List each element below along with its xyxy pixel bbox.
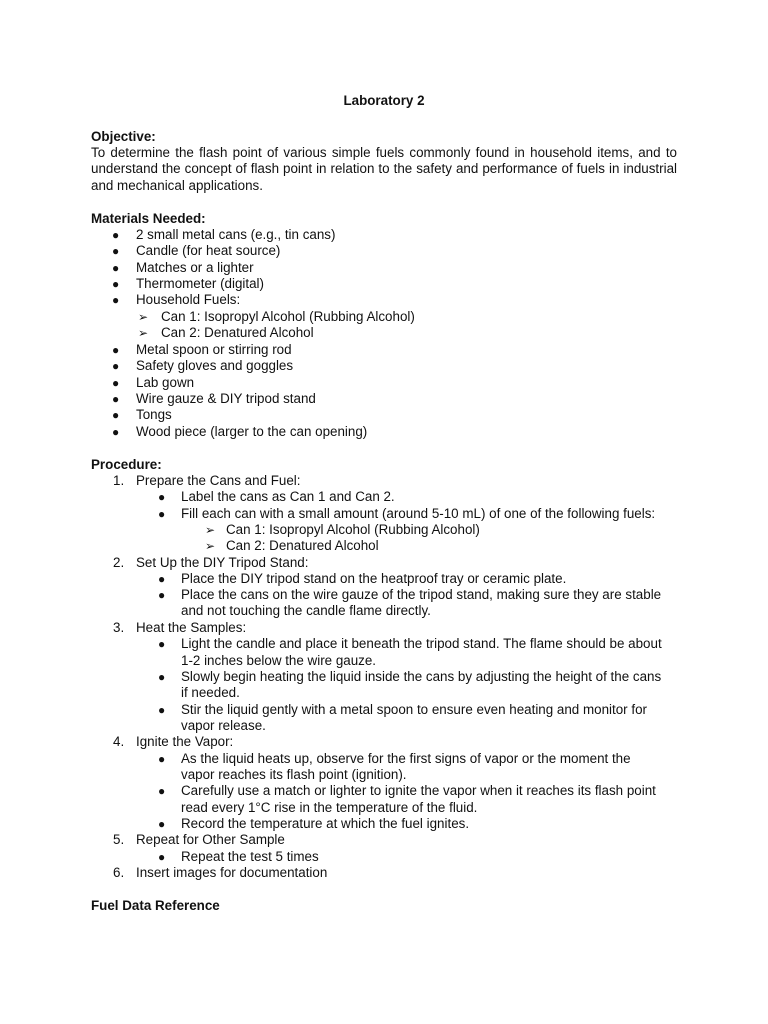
step-bullet-continued: and not touching the candle flame directly. (181, 603, 431, 618)
list-item: Matches or a lighter (136, 260, 254, 275)
objective-text: To determine the flash point of various simple fuels commonly found in household items, and to understand the concept of flash point in relation to the safety and performance of fuels in industrial and mechanical applications. (91, 145, 677, 193)
step-bullet: Light the candle and place it beneath the tripod stand. The flame should be about (181, 636, 662, 651)
list-item: Lab gown (136, 375, 195, 390)
materials-heading: Materials Needed: (91, 211, 206, 226)
step-bullet: Fill each can with a small amount (around 5-10 mL) of one of the following fuels: (181, 506, 656, 521)
step-bullet: Label the cans as Can 1 and Can 2. (181, 489, 395, 504)
bullet-icon: ● (112, 359, 120, 373)
bullet-icon: ● (158, 752, 166, 766)
arrow-bullet-icon: ➢ (205, 539, 216, 553)
list-item: Thermometer (digital) (136, 276, 264, 291)
step-title: Ignite the Vapor: (136, 734, 234, 749)
step-bullet-continued: if needed. (181, 685, 240, 700)
objective-heading: Objective: (91, 129, 156, 144)
list-subitem: Can 1: Isopropyl Alcohol (Rubbing Alcohol) (161, 309, 415, 324)
bullet-icon: ● (112, 376, 120, 390)
step-bullet: Carefully use a match or lighter to ignite the vapor when it reaches its flash point (181, 783, 656, 798)
step-number: 2. (113, 555, 125, 570)
step-bullet-continued: 1-2 inches below the wire gauze. (181, 653, 377, 668)
list-subitem: Can 2: Denatured Alcohol (161, 325, 314, 340)
bullet-icon: ● (158, 670, 166, 684)
bullet-icon: ● (158, 703, 166, 717)
list-item: Candle (for heat source) (136, 243, 281, 258)
step-number: 5. (113, 832, 125, 847)
list-item: Tongs (136, 407, 172, 422)
step-bullet: As the liquid heats up, observe for the first signs of vapor or the moment the (181, 751, 631, 766)
bullet-icon: ● (158, 572, 166, 586)
bullet-icon: ● (112, 293, 120, 307)
bullet-icon: ● (112, 261, 120, 275)
step-subitem: Can 1: Isopropyl Alcohol (Rubbing Alcohol) (226, 522, 480, 537)
step-bullet-continued: read every 1°C rise in the temperature of the fluid. (181, 800, 478, 815)
bullet-icon: ● (158, 850, 166, 864)
page-title: Laboratory 2 (343, 93, 425, 108)
arrow-bullet-icon: ➢ (205, 523, 216, 537)
bullet-icon: ● (158, 817, 166, 831)
bullet-icon: ● (158, 637, 166, 651)
arrow-bullet-icon: ➢ (138, 310, 149, 324)
bullet-icon: ● (112, 392, 120, 406)
list-item: Metal spoon or stirring rod (136, 342, 292, 357)
step-number: 1. (113, 473, 125, 488)
step-subitem: Can 2: Denatured Alcohol (226, 538, 379, 553)
list-item: 2 small metal cans (e.g., tin cans) (136, 227, 336, 242)
step-title: Prepare the Cans and Fuel: (136, 473, 301, 488)
step-bullet: Stir the liquid gently with a metal spoon to ensure even heating and monitor for (181, 702, 647, 717)
bullet-icon: ● (112, 343, 120, 357)
step-title: Set Up the DIY Tripod Stand: (136, 555, 309, 570)
step-bullet: Place the DIY tripod stand on the heatproof tray or ceramic plate. (181, 571, 567, 586)
arrow-bullet-icon: ➢ (138, 326, 149, 340)
bullet-icon: ● (158, 588, 166, 602)
bullet-icon: ● (158, 784, 166, 798)
fuel-data-heading: Fuel Data Reference (91, 898, 220, 913)
bullet-icon: ● (158, 507, 166, 521)
step-title: Insert images for documentation (136, 865, 328, 880)
step-bullet: Place the cans on the wire gauze of the tripod stand, making sure they are stable (181, 587, 662, 602)
bullet-icon: ● (112, 408, 120, 422)
step-number: 6. (113, 865, 125, 880)
bullet-icon: ● (112, 425, 120, 439)
list-item: Safety gloves and goggles (136, 358, 294, 373)
list-item: Wood piece (larger to the can opening) (136, 424, 368, 439)
step-bullet: Repeat the test 5 times (181, 849, 319, 864)
bullet-icon: ● (158, 490, 166, 504)
bullet-icon: ● (112, 277, 120, 291)
step-title: Heat the Samples: (136, 620, 247, 635)
step-bullet-continued: vapor reaches its flash point (ignition). (181, 767, 407, 782)
list-item: Wire gauze & DIY tripod stand (136, 391, 316, 406)
list-item: Household Fuels: (136, 292, 241, 307)
bullet-icon: ● (112, 244, 120, 258)
bullet-icon: ● (112, 228, 120, 242)
step-title: Repeat for Other Sample (136, 832, 285, 847)
step-number: 3. (113, 620, 125, 635)
procedure-heading: Procedure: (91, 457, 162, 472)
step-number: 4. (113, 734, 125, 749)
step-bullet: Slowly begin heating the liquid inside the cans by adjusting the height of the cans (181, 669, 662, 684)
step-bullet: Record the temperature at which the fuel ignites. (181, 816, 470, 831)
step-bullet-continued: vapor release. (181, 718, 266, 733)
